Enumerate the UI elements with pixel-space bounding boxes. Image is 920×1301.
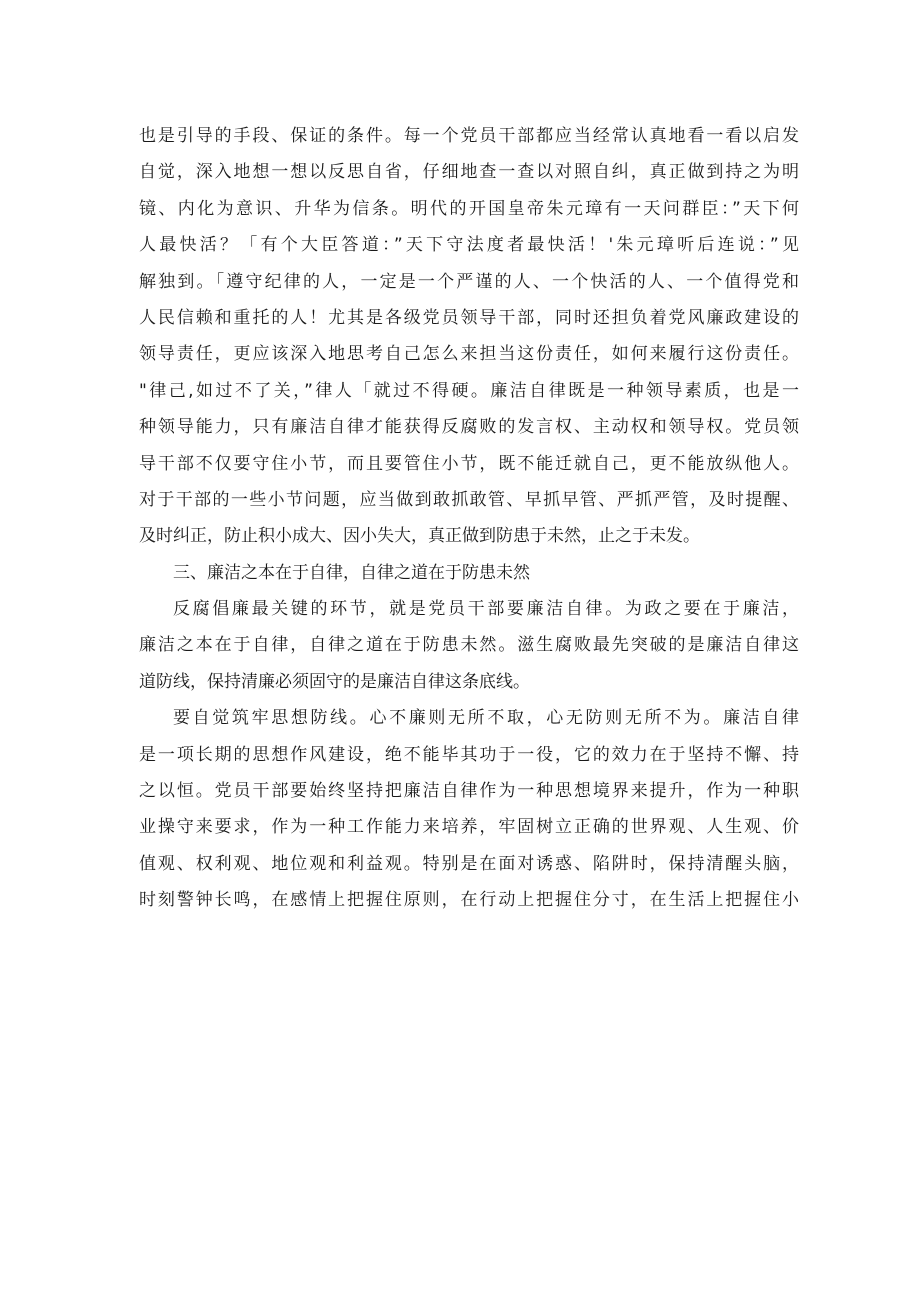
text-line: 及时纠正，防止积小成大、因小失大，真正做到防患于未然，止之于未发。 — [139, 526, 700, 547]
text-line: 解独到。「遵守纪律的人，一定是一个严谨的人、一个快活的人、一个值得党和 — [139, 271, 799, 292]
text-line: 镜、内化为意识、升华为信条。明代的开国皇帝朱元璋有一天问群臣：”天下何 — [139, 198, 799, 219]
text-line: 对于干部的一些小节问题，应当做到敢抓敢管、早抓早管、严抓严管，及时提醒、 — [139, 489, 799, 510]
text-line: 反腐倡廉最关键的环节，就是党员干部要廉洁自律。为政之要在于廉洁， — [173, 599, 799, 620]
text-line: 三、廉洁之本在于自律，自律之道在于防患未然 — [173, 562, 530, 583]
text-line: 之以恒。党员干部要始终坚持把廉洁自律作为一种思想境界来提升，作为一种职 — [139, 781, 799, 802]
text-line: 要自觉筑牢思想防线。心不廉则无所不取，心无防则无所不为。廉洁自律 — [173, 708, 799, 729]
text-line: 业操守来要求，作为一种工作能力来培养，牢固树立正确的世界观、人生观、价 — [139, 817, 799, 838]
text-line: 道防线，保持清廉必须固守的是廉洁自律这条底线。 — [139, 671, 530, 692]
text-line: 人民信赖和重托的人！尤其是各级党员领导干部，同时还担负着党风廉政建设的 — [139, 307, 799, 328]
text-line: 领导责任，更应该深入地思考自己怎么来担当这份责任，如何来履行这份责任。 — [139, 344, 799, 365]
text-line: 是一项长期的思想作风建设，绝不能毕其功于一役，它的效力在于坚持不懈、持 — [139, 744, 799, 765]
text-line: 人最快活？「有个大臣答道：”天下守法度者最快活！'朱元璋听后连说：”见 — [139, 235, 799, 256]
text-line: 时刻警钟长鸣，在感情上把握住原则，在行动上把握住分寸，在生活上把握住小 — [139, 890, 799, 911]
text-line: 值观、权利观、地位观和利益观。特别是在面对诱惑、陷阱时，保持清醒头脑， — [139, 853, 799, 874]
text-line: 自觉，深入地想一想以反思自省，仔细地查一查以对照自纠，真正做到持之为明 — [139, 162, 799, 183]
document-body — [139, 118, 799, 919]
text-line: 也是引导的手段、保证的条件。每一个党员干部都应当经常认真地看一看以启发 — [139, 126, 799, 146]
text-line: "律己,如过不了关，”律人「就过不得硬。廉洁自律既是一种领导素质，也是一 — [139, 380, 799, 401]
text-line: 导干部不仅要守住小节，而且要管住小节，既不能迁就自己，更不能放纵他人。 — [139, 453, 799, 474]
text-line: 种领导能力，只有廉洁自律才能获得反腐败的发言权、主动权和领导权。党员领 — [139, 417, 799, 438]
text-line: 廉洁之本在于自律，自律之道在于防患未然。滋生腐败最先突破的是廉洁自律这 — [139, 635, 799, 656]
